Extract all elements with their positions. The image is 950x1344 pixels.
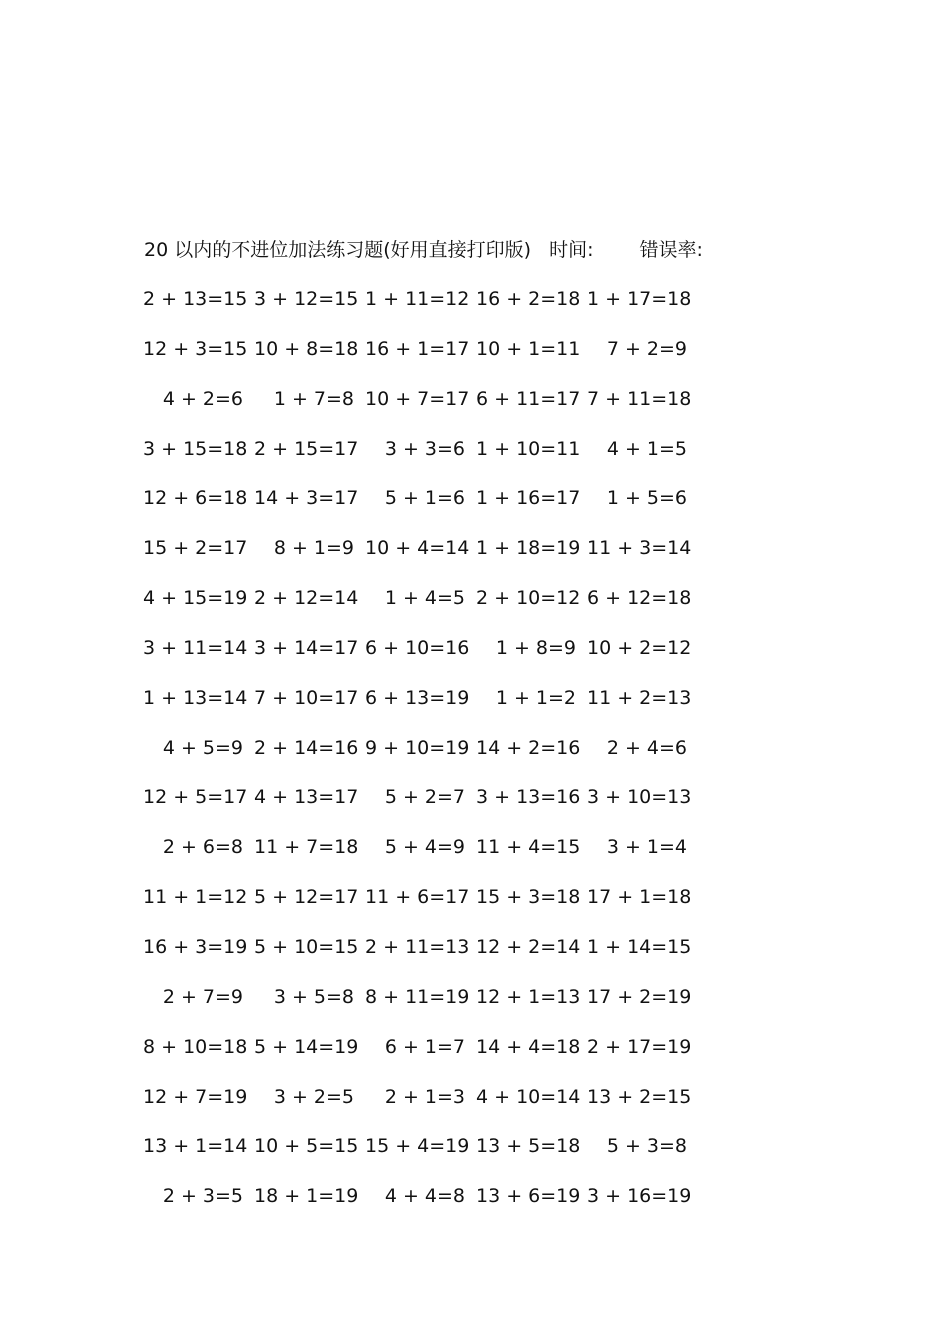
problem-grid [143, 284, 710, 1231]
addition-problem: 6 + 13=19 [365, 686, 470, 709]
addition-problem: 11 + 1=12 [143, 886, 248, 909]
addition-problem: 12 + 2=14 [476, 935, 581, 958]
addition-problem: 17 + 2=19 [587, 985, 692, 1008]
problem-row [143, 583, 710, 633]
addition-problem: 8 + 10=18 [143, 1035, 248, 1058]
addition-problem: 10 + 2=12 [587, 636, 692, 659]
addition-problem: 2 + 17=19 [587, 1035, 692, 1058]
addition-problem: 10 + 4=14 [365, 537, 470, 560]
addition-problem: 8 + 1=9 [273, 537, 354, 560]
addition-problem: 5 + 2=7 [384, 786, 465, 809]
addition-problem: 13 + 2=15 [587, 1085, 692, 1108]
addition-problem: 1 + 5=6 [606, 487, 687, 510]
addition-problem: 6 + 10=16 [365, 636, 470, 659]
addition-problem: 2 + 3=5 [162, 1185, 243, 1208]
addition-problem: 8 + 11=19 [365, 985, 470, 1008]
addition-problem: 3 + 13=16 [476, 786, 581, 809]
addition-problem: 13 + 5=18 [476, 1135, 581, 1158]
addition-problem: 1 + 13=14 [143, 686, 248, 709]
problem-row [150, 982, 710, 1032]
problem-row [143, 633, 710, 683]
addition-problem: 5 + 1=6 [384, 487, 465, 510]
addition-problem: 2 + 1=3 [384, 1085, 465, 1108]
addition-problem: 5 + 10=15 [254, 935, 359, 958]
addition-problem: 3 + 1=4 [606, 836, 687, 859]
addition-problem: 16 + 3=19 [143, 935, 248, 958]
problem-row [143, 932, 710, 982]
problem-row [143, 1032, 710, 1082]
addition-problem: 3 + 11=14 [143, 636, 248, 659]
addition-problem: 4 + 1=5 [606, 437, 687, 460]
problem-row [143, 284, 710, 334]
addition-problem: 5 + 12=17 [254, 886, 359, 909]
addition-problem: 1 + 17=18 [587, 288, 692, 310]
problem-row [143, 1082, 710, 1132]
addition-problem: 6 + 11=17 [476, 387, 581, 410]
addition-problem: 11 + 4=15 [476, 836, 581, 859]
addition-problem: 2 + 15=17 [254, 437, 359, 460]
addition-problem: 2 + 14=16 [254, 736, 359, 759]
addition-problem: 12 + 3=15 [143, 337, 248, 360]
addition-problem: 10 + 5=15 [254, 1135, 359, 1158]
addition-problem: 11 + 6=17 [365, 886, 470, 909]
addition-problem: 4 + 2=6 [162, 387, 243, 410]
problem-row [143, 782, 710, 832]
addition-problem: 2 + 6=8 [162, 836, 243, 859]
addition-problem: 10 + 7=17 [365, 387, 470, 410]
addition-problem: 9 + 10=19 [365, 736, 470, 759]
addition-problem: 12 + 1=13 [476, 985, 581, 1008]
addition-problem: 1 + 4=5 [384, 587, 465, 610]
addition-problem: 1 + 14=15 [587, 935, 692, 958]
addition-problem: 13 + 6=19 [476, 1185, 581, 1208]
addition-problem: 2 + 11=13 [365, 935, 470, 958]
problem-row [150, 1181, 710, 1231]
addition-problem: 2 + 4=6 [606, 736, 687, 759]
addition-problem: 3 + 10=13 [587, 786, 692, 809]
addition-problem: 18 + 1=19 [254, 1185, 359, 1208]
problem-row [143, 334, 710, 384]
addition-problem: 12 + 5=17 [143, 786, 248, 809]
problem-row [143, 882, 710, 932]
addition-problem: 1 + 7=8 [273, 387, 354, 410]
addition-problem: 16 + 2=18 [476, 288, 581, 310]
addition-problem: 11 + 2=13 [587, 686, 692, 709]
problem-row [150, 832, 710, 882]
addition-problem: 1 + 10=11 [476, 437, 581, 460]
addition-problem: 4 + 5=9 [162, 736, 243, 759]
addition-problem: 12 + 7=19 [143, 1085, 248, 1108]
addition-problem: 14 + 4=18 [476, 1035, 581, 1058]
addition-problem: 12 + 6=18 [143, 487, 248, 510]
addition-problem: 3 + 12=15 [254, 288, 359, 310]
addition-problem: 5 + 3=8 [606, 1135, 687, 1158]
problem-row [143, 1131, 710, 1181]
addition-problem: 1 + 18=19 [476, 537, 581, 560]
addition-problem: 2 + 7=9 [162, 985, 243, 1008]
addition-problem: 14 + 2=16 [476, 736, 581, 759]
addition-problem: 7 + 10=17 [254, 686, 359, 709]
addition-problem: 15 + 4=19 [365, 1135, 470, 1158]
addition-problem: 15 + 2=17 [143, 537, 248, 560]
addition-problem: 17 + 1=18 [587, 886, 692, 909]
addition-problem: 11 + 7=18 [254, 836, 359, 859]
addition-problem: 10 + 8=18 [254, 337, 359, 360]
addition-problem: 4 + 15=19 [143, 587, 248, 610]
addition-problem: 2 + 12=14 [254, 587, 359, 610]
addition-problem: 3 + 14=17 [254, 636, 359, 659]
problem-row [143, 483, 710, 533]
problem-row [143, 683, 710, 733]
addition-problem: 3 + 3=6 [384, 437, 465, 460]
addition-problem: 5 + 14=19 [254, 1035, 359, 1058]
addition-problem: 6 + 1=7 [384, 1035, 465, 1058]
addition-problem: 4 + 10=14 [476, 1085, 581, 1108]
time-label: 时间: [549, 239, 594, 261]
addition-problem: 16 + 1=17 [365, 337, 470, 360]
addition-problem: 14 + 3=17 [254, 487, 359, 510]
problem-row [150, 733, 710, 783]
addition-problem: 5 + 4=9 [384, 836, 465, 859]
addition-problem: 1 + 1=2 [495, 686, 576, 709]
addition-problem: 4 + 4=8 [384, 1185, 465, 1208]
error-rate-label: 错误率: [639, 239, 703, 261]
addition-problem: 15 + 3=18 [476, 886, 581, 909]
addition-problem: 4 + 13=17 [254, 786, 359, 809]
problem-row [143, 434, 710, 484]
addition-problem: 7 + 11=18 [587, 387, 692, 410]
addition-problem: 13 + 1=14 [143, 1135, 248, 1158]
problem-row [150, 384, 710, 434]
addition-problem: 2 + 13=15 [143, 288, 248, 310]
addition-problem: 3 + 16=19 [587, 1185, 692, 1208]
addition-problem: 1 + 8=9 [495, 636, 576, 659]
worksheet-title: 20 以内的不进位加法练习题(好用直接打印版) [144, 239, 532, 261]
addition-problem: 3 + 5=8 [273, 985, 354, 1008]
addition-problem: 7 + 2=9 [606, 337, 687, 360]
addition-problem: 1 + 16=17 [476, 487, 581, 510]
addition-problem: 11 + 3=14 [587, 537, 692, 560]
addition-problem: 3 + 2=5 [273, 1085, 354, 1108]
problem-row [143, 533, 710, 583]
addition-problem: 10 + 1=11 [476, 337, 581, 360]
worksheet-header [144, 236, 703, 264]
addition-problem: 6 + 12=18 [587, 587, 692, 610]
addition-problem: 3 + 15=18 [143, 437, 248, 460]
addition-problem: 2 + 10=12 [476, 587, 581, 610]
addition-problem: 1 + 11=12 [365, 288, 470, 310]
